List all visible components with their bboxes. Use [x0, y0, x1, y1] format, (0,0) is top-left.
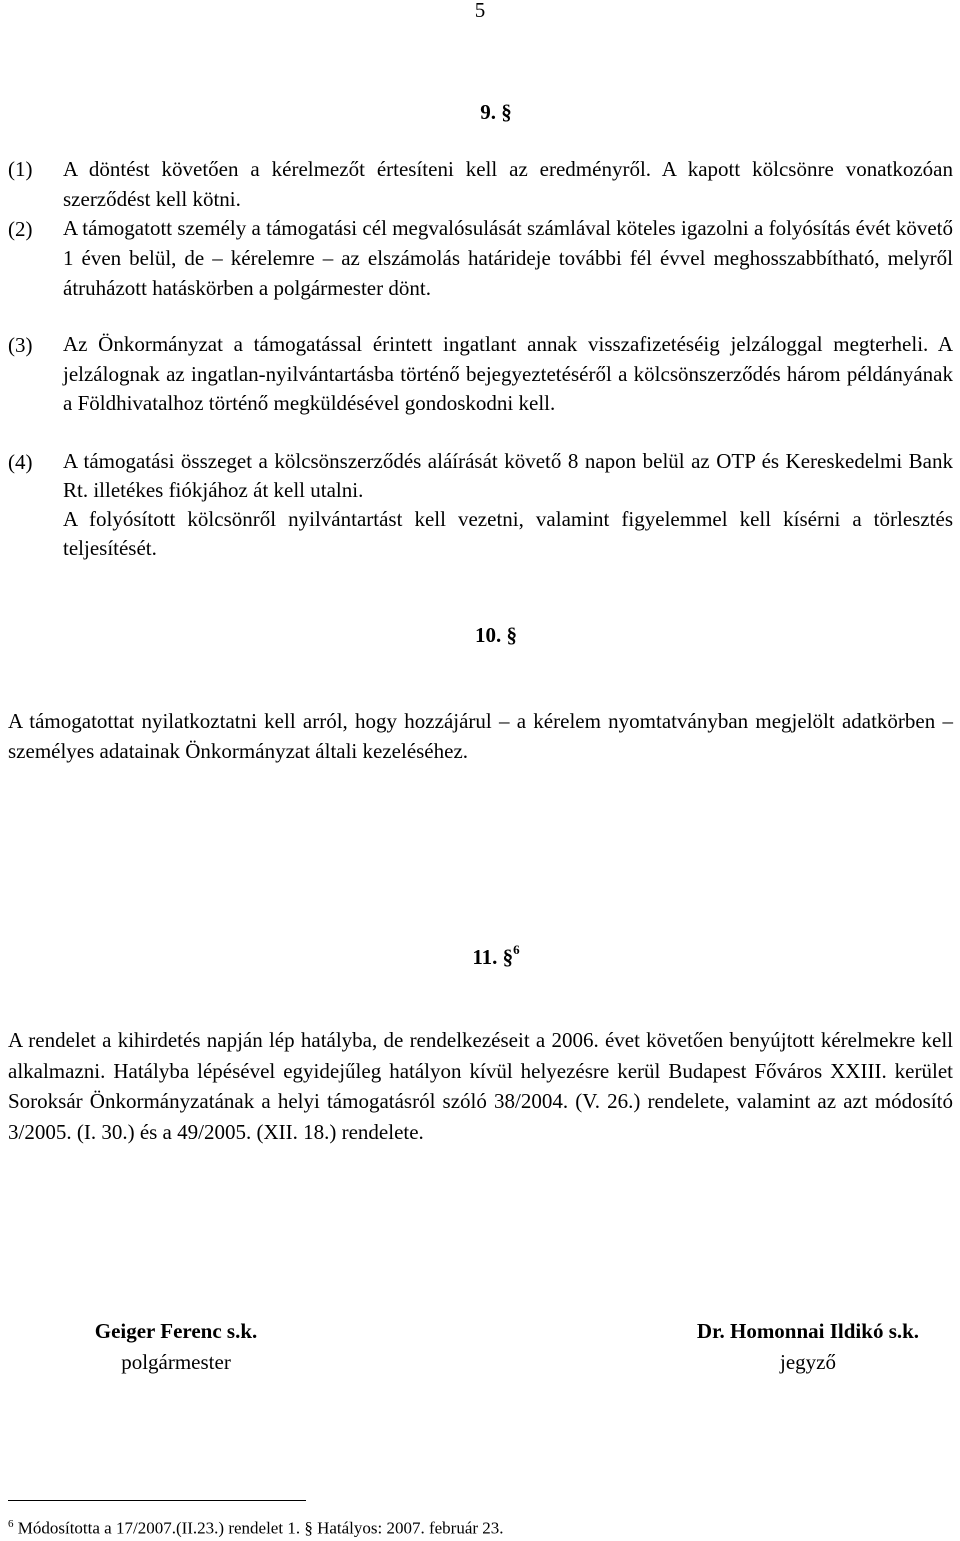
- footnote-separator: [8, 1500, 306, 1501]
- signature-mayor: [26, 1316, 326, 1378]
- section-9-item-2: [8, 214, 953, 329]
- section-9-item-1: [8, 154, 953, 214]
- signer-title: jegyző: [780, 1350, 836, 1374]
- item-number: (3): [8, 333, 33, 357]
- item-number: (1): [8, 157, 33, 181]
- item-text: A támogatási összeget a kölcsönszerződés aláírását követő 8 napon belül az OTP és Kereskedelmi Bank Rt. illetékes fiókjához át kell utalni.: [63, 449, 953, 502]
- item-number: (4): [8, 450, 33, 474]
- signer-title: polgármester: [121, 1350, 231, 1374]
- item-text: A folyósított kölcsönről nyilvántartást kell vezetni, valamint figyelemmel kell kísérni a törlesztés teljesítését.: [63, 507, 953, 560]
- page-number: 5: [474, 0, 486, 22]
- section-9-item-4: [8, 447, 953, 505]
- item-text: A döntést követően a kérelmezőt értesíteni kell az eredményről. A kapott kölcsönre vonatkozóan szerződést kell kötni.: [63, 157, 953, 211]
- signer-name: Dr. Homonnai Ildikó s.k.: [696, 1319, 920, 1343]
- section-10-text: A támogatottat nyilatkoztatni kell arról, hogy hozzájárul – a kérelem nyomtatványban megjelölt adatkörben – személyes adatainak Önkormányzat általi kezeléséhez.: [8, 709, 953, 763]
- item-number: (2): [8, 217, 33, 241]
- item-text: A támogatott személy a támogatási cél megvalósulását számlával köteles igazolni a folyósítás évét követő 1 éven belül, de – kérelemre – az elszámolás határideje további fél évvel meghosszabbítható, melyről átruházott hatáskörben a polgármester dönt.: [63, 216, 953, 300]
- section-9-item-3: [8, 330, 953, 445]
- section-9-heading: 9. §: [480, 100, 512, 124]
- signer-name: Geiger Ferenc s.k.: [94, 1319, 258, 1343]
- section-10-heading: 10. §: [475, 623, 517, 647]
- footnote-text: Módosította a 17/2007.(II.23.) rendelet 1. § Hatályos: 2007. február 23.: [13, 1518, 504, 1538]
- section-11-heading: 11. §$^6$: [472, 942, 520, 969]
- footnote-reference: 6: [513, 942, 520, 957]
- section-9-item-5: [8, 505, 953, 563]
- footnote: [8, 1513, 504, 1540]
- section-11-text: A rendelet a kihirdetés napján lép hatályba, de rendelkezéseit a 2006. évet követően benyújtott kérelmekre kell alkalmazni. Hatályba lépésével egyidejűleg hatályon kívül helyezésre kerül Budapest Főváros XXIII. kerület Soroksár Önkormányzatának a helyi támogatásról szóló 38/2004. (V. 26.) rendelete, valamint az azt módosító 3/2005. (I. 30.) és a 49/2005. (XII. 18.) rendelete.: [8, 1028, 953, 1144]
- footnote-marker: 6: [8, 1518, 14, 1530]
- signature-notary: [658, 1316, 958, 1378]
- item-text: Az Önkormányzat a támogatással érintett ingatlant annak visszafizetéséig jelzáloggal megterheli. A jelzálognak az ingatlan-nyilvántartásba történő bejegyeztetéséről a kölcsönszerződés három példányának a Földhivatalhoz történő megküldésével gondoskodni kell.: [63, 332, 953, 415]
